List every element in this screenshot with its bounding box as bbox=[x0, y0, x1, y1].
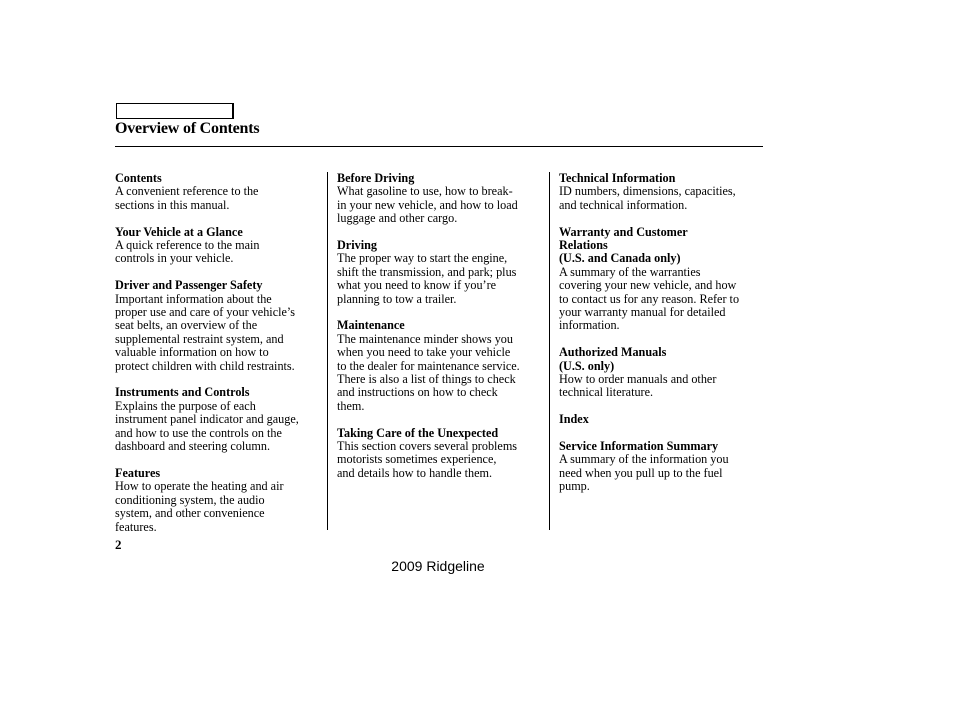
section-description: The maintenance minder shows you when you need to take your vehicle to the dealer for maintenance service. There is also a list of things to check and instructions on how to check them. bbox=[337, 331, 520, 413]
section-contents bbox=[115, 172, 327, 212]
section-service-information-summary bbox=[559, 440, 765, 494]
section-vehicle-at-a-glance bbox=[115, 226, 327, 266]
contents-column-2 bbox=[337, 172, 549, 494]
section-heading: Technical Information bbox=[559, 171, 676, 185]
section-heading: Taking Care of the Unexpected bbox=[337, 425, 499, 440]
section-technical-information bbox=[559, 172, 765, 212]
section-heading: Instruments and Controls bbox=[115, 385, 250, 400]
section-taking-care-unexpected bbox=[337, 427, 549, 481]
section-description: A convenient reference to the sections in this manual. bbox=[115, 184, 259, 212]
section-heading: Driving bbox=[337, 238, 377, 253]
section-heading: Contents bbox=[115, 171, 162, 185]
section-description: This section covers several problems motorists sometimes experience, and details how to handle them. bbox=[337, 439, 518, 480]
section-description: How to operate the heating and air conditioning system, the audio system, and other convenience features. bbox=[115, 479, 284, 534]
footer-model-name: 2009 Ridgeline bbox=[391, 558, 485, 574]
section-description: ID numbers, dimensions, capacities, and technical information. bbox=[559, 184, 736, 212]
section-before-driving bbox=[337, 172, 549, 226]
section-heading: Maintenance bbox=[337, 318, 405, 333]
column-divider bbox=[549, 172, 550, 530]
section-heading: Service Information Summary bbox=[559, 439, 719, 454]
section-heading: Your Vehicle at a Glance bbox=[115, 224, 243, 239]
section-description: Explains the purpose of each instrument panel indicator and gauge, and how to use the controls on the dashboard and steering column. bbox=[115, 398, 299, 454]
column-divider bbox=[327, 172, 328, 530]
section-heading: Authorized Manuals (U.S. only) bbox=[559, 345, 667, 373]
section-heading: Features bbox=[115, 465, 161, 480]
section-authorized-manuals bbox=[559, 346, 765, 400]
page-title: Overview of Contents bbox=[115, 120, 260, 137]
section-description: The proper way to start the engine, shift the transmission, and park; plus what you need to know if you’re planning to tow a trailer. bbox=[337, 251, 517, 306]
contents-column-1 bbox=[115, 172, 327, 547]
section-warranty-customer-relations bbox=[559, 226, 765, 333]
section-description: Important information about the proper use and care of your vehicle’s seat belts, an overview of the supplemental restraint system, and valuable information on how to protect children with child restraints. bbox=[115, 291, 296, 373]
section-description: A summary of the warranties covering your new vehicle, and how to contact us for any reason. Refer to your warranty manual for detailed information. bbox=[559, 264, 740, 333]
section-description: A quick reference to the main controls in your vehicle. bbox=[115, 238, 260, 266]
section-index bbox=[559, 413, 765, 426]
section-description: How to order manuals and other technical literature. bbox=[559, 372, 717, 400]
section-driver-passenger-safety bbox=[115, 279, 327, 373]
section-driving bbox=[337, 239, 549, 306]
section-heading: Index bbox=[559, 412, 589, 427]
section-tab-box bbox=[116, 103, 234, 119]
section-heading: Driver and Passenger Safety bbox=[115, 278, 263, 293]
section-heading: Before Driving bbox=[337, 171, 415, 185]
title-divider bbox=[115, 146, 763, 147]
section-heading: Warranty and Customer Relations (U.S. and Canada only) bbox=[559, 224, 688, 266]
section-description: A summary of the information you need when you pull up to the fuel pump. bbox=[559, 452, 729, 494]
section-description: What gasoline to use, how to break- in your new vehicle, and how to load luggage and other cargo. bbox=[337, 184, 518, 226]
page-number: 2 bbox=[115, 537, 122, 552]
section-features bbox=[115, 467, 327, 534]
contents-column-3 bbox=[559, 172, 765, 507]
section-instruments-controls bbox=[115, 386, 327, 453]
section-maintenance bbox=[337, 319, 549, 413]
